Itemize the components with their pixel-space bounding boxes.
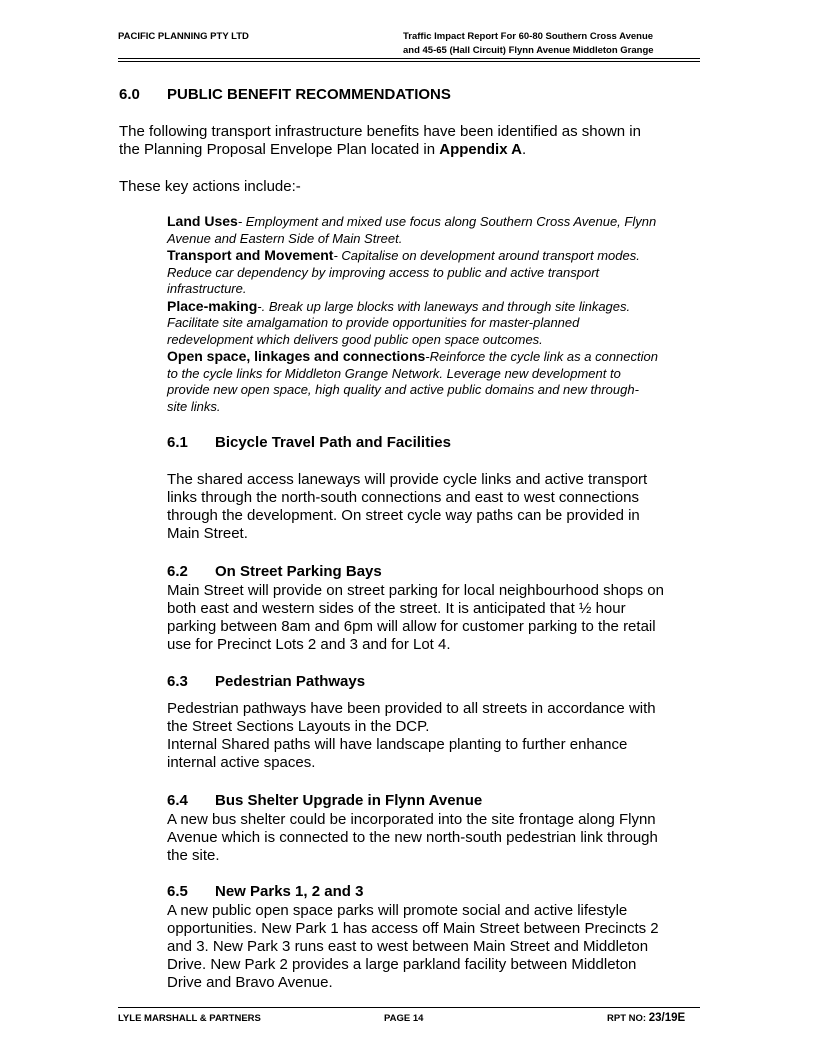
subsection-heading-6-1 (167, 434, 451, 452)
footer-report-number (607, 1012, 685, 1024)
action-text: infrastructure. (167, 281, 247, 296)
body-line: parking between 8am and 6pm will allow for customer parking to the retail (167, 618, 656, 635)
header-report-title (403, 30, 654, 58)
action-text: Facilitate site amalgamation to provide opportunities for master-planned (167, 315, 580, 330)
body-line: and 3. New Park 3 runs east to west between Main Street and Middleton (167, 938, 649, 955)
section-title: PUBLIC BENEFIT RECOMMENDATIONS (167, 86, 451, 103)
footer-rule (118, 1007, 700, 1008)
action-text: Avenue and Eastern Side of Main Street. (167, 230, 403, 246)
section-intro (119, 123, 641, 159)
subsection-title: Bus Shelter Upgrade in Flynn Avenue (215, 792, 483, 809)
subsection-body-6-1 (167, 471, 647, 543)
subsection-number: 6.2 (167, 563, 188, 580)
report-number-value: 23/19E (648, 1012, 686, 1024)
action-text: -. Break up large blocks with laneways and through site linkages. (257, 298, 631, 314)
subsection-number: 6.4 (167, 792, 188, 809)
action-text: -Reinforce the cycle link as a connection (425, 349, 658, 364)
intro-text: the Planning Proposal Envelope Plan located in (119, 141, 440, 158)
action-label: Transport and Movement (167, 247, 334, 263)
action-open-space (167, 348, 707, 415)
body-line: the site. (167, 847, 220, 864)
key-actions-list (167, 213, 707, 415)
subsection-body-6-4 (167, 811, 658, 865)
key-actions-lead: These key actions include:- (119, 178, 301, 195)
subsection-heading-6-3 (167, 673, 365, 691)
footer-company: LYLE MARSHALL & PARTNERS (118, 1013, 261, 1024)
footer-page-number: PAGE 14 (384, 1013, 424, 1024)
subsection-number: 6.3 (167, 673, 188, 690)
appendix-reference: Appendix A (439, 141, 523, 158)
subsection-title: Bicycle Travel Path and Facilities (215, 434, 451, 451)
body-line: the Street Sections Layouts in the DCP. (167, 718, 430, 735)
body-line: A new bus shelter could be incorporated into the site frontage along Flynn (167, 811, 656, 828)
action-text: - Employment and mixed use focus along Southern Cross Avenue, Flynn (237, 214, 657, 229)
action-text: to the cycle links for Middleton Grange Network. Leverage new development to (167, 365, 621, 381)
subsection-body-6-3 (167, 700, 656, 772)
header-rule (118, 58, 700, 59)
action-transport-movement (167, 247, 707, 298)
section-number: 6.0 (119, 86, 140, 103)
body-line: A new public open space parks will promote social and active lifestyle (167, 902, 628, 919)
body-line: Pedestrian pathways have been provided to all streets in accordance with (167, 700, 656, 717)
action-text: site links. (167, 398, 221, 414)
action-label: Place-making (167, 297, 258, 314)
action-text: redevelopment which delivers good public open space outcomes. (167, 331, 543, 347)
action-label: Land Uses (167, 213, 238, 229)
action-place-making (167, 298, 707, 349)
body-line: links through the north-south connections and east to west connections (167, 489, 639, 506)
report-number-label: RPT NO: (607, 1013, 649, 1024)
body-line: both east and western sides of the street. It is anticipated that ½ hour (167, 600, 626, 617)
subsection-body-6-2 (167, 582, 664, 654)
header-title-line2: and 45-65 (Hall Circuit) Flynn Avenue Middleton Grange (403, 45, 654, 56)
subsection-number: 6.1 (167, 434, 188, 451)
header-rule-secondary (118, 61, 700, 62)
body-line: Drive. New Park 2 provides a large parkland facility between Middleton (167, 956, 637, 973)
intro-line1: The following transport infrastructure benefits have been identified as shown in (119, 123, 641, 140)
body-line: opportunities. New Park 1 has access off Main Street between Precincts 2 (167, 920, 659, 937)
action-label: Open space, linkages and connections (167, 348, 426, 364)
subsection-heading-6-2 (167, 563, 382, 581)
subsection-title: New Parks 1, 2 and 3 (215, 883, 364, 900)
action-text: - Capitalise on development around transport modes. (333, 248, 640, 263)
subsection-heading-6-5 (167, 883, 363, 901)
body-line: use for Precinct Lots 2 and 3 and for Lot 4. (167, 636, 451, 653)
body-line: internal active spaces. (167, 754, 316, 771)
body-line: Main Street. (167, 525, 248, 542)
subsection-heading-6-4 (167, 792, 482, 810)
subsection-body-6-5 (167, 902, 659, 992)
header-title-line1: Traffic Impact Report For 60-80 Southern Cross Avenue (403, 31, 654, 42)
section-heading (119, 86, 451, 103)
intro-period: . (522, 141, 527, 158)
intro-line2 (119, 141, 641, 159)
action-text: provide new open space, high quality and active public domains and new through- (167, 382, 639, 397)
subsection-title: Pedestrian Pathways (215, 673, 366, 690)
action-text: Reduce car dependency by improving access to public and active transport (167, 264, 600, 280)
body-line: Drive and Bravo Avenue. (167, 974, 333, 991)
body-line: Avenue which is connected to the new north-south pedestrian link through (167, 829, 658, 846)
body-line: Internal Shared paths will have landscape planting to further enhance (167, 736, 628, 753)
body-line: Main Street will provide on street parking for local neighbourhood shops on (167, 582, 664, 599)
action-land-uses (167, 213, 707, 247)
subsection-title: On Street Parking Bays (215, 563, 382, 580)
body-line: The shared access laneways will provide cycle links and active transport (167, 471, 648, 488)
body-line: through the development. On street cycle way paths can be provided in (167, 507, 640, 524)
header-company: PACIFIC PLANNING PTY LTD (118, 31, 249, 42)
subsection-number: 6.5 (167, 883, 188, 900)
